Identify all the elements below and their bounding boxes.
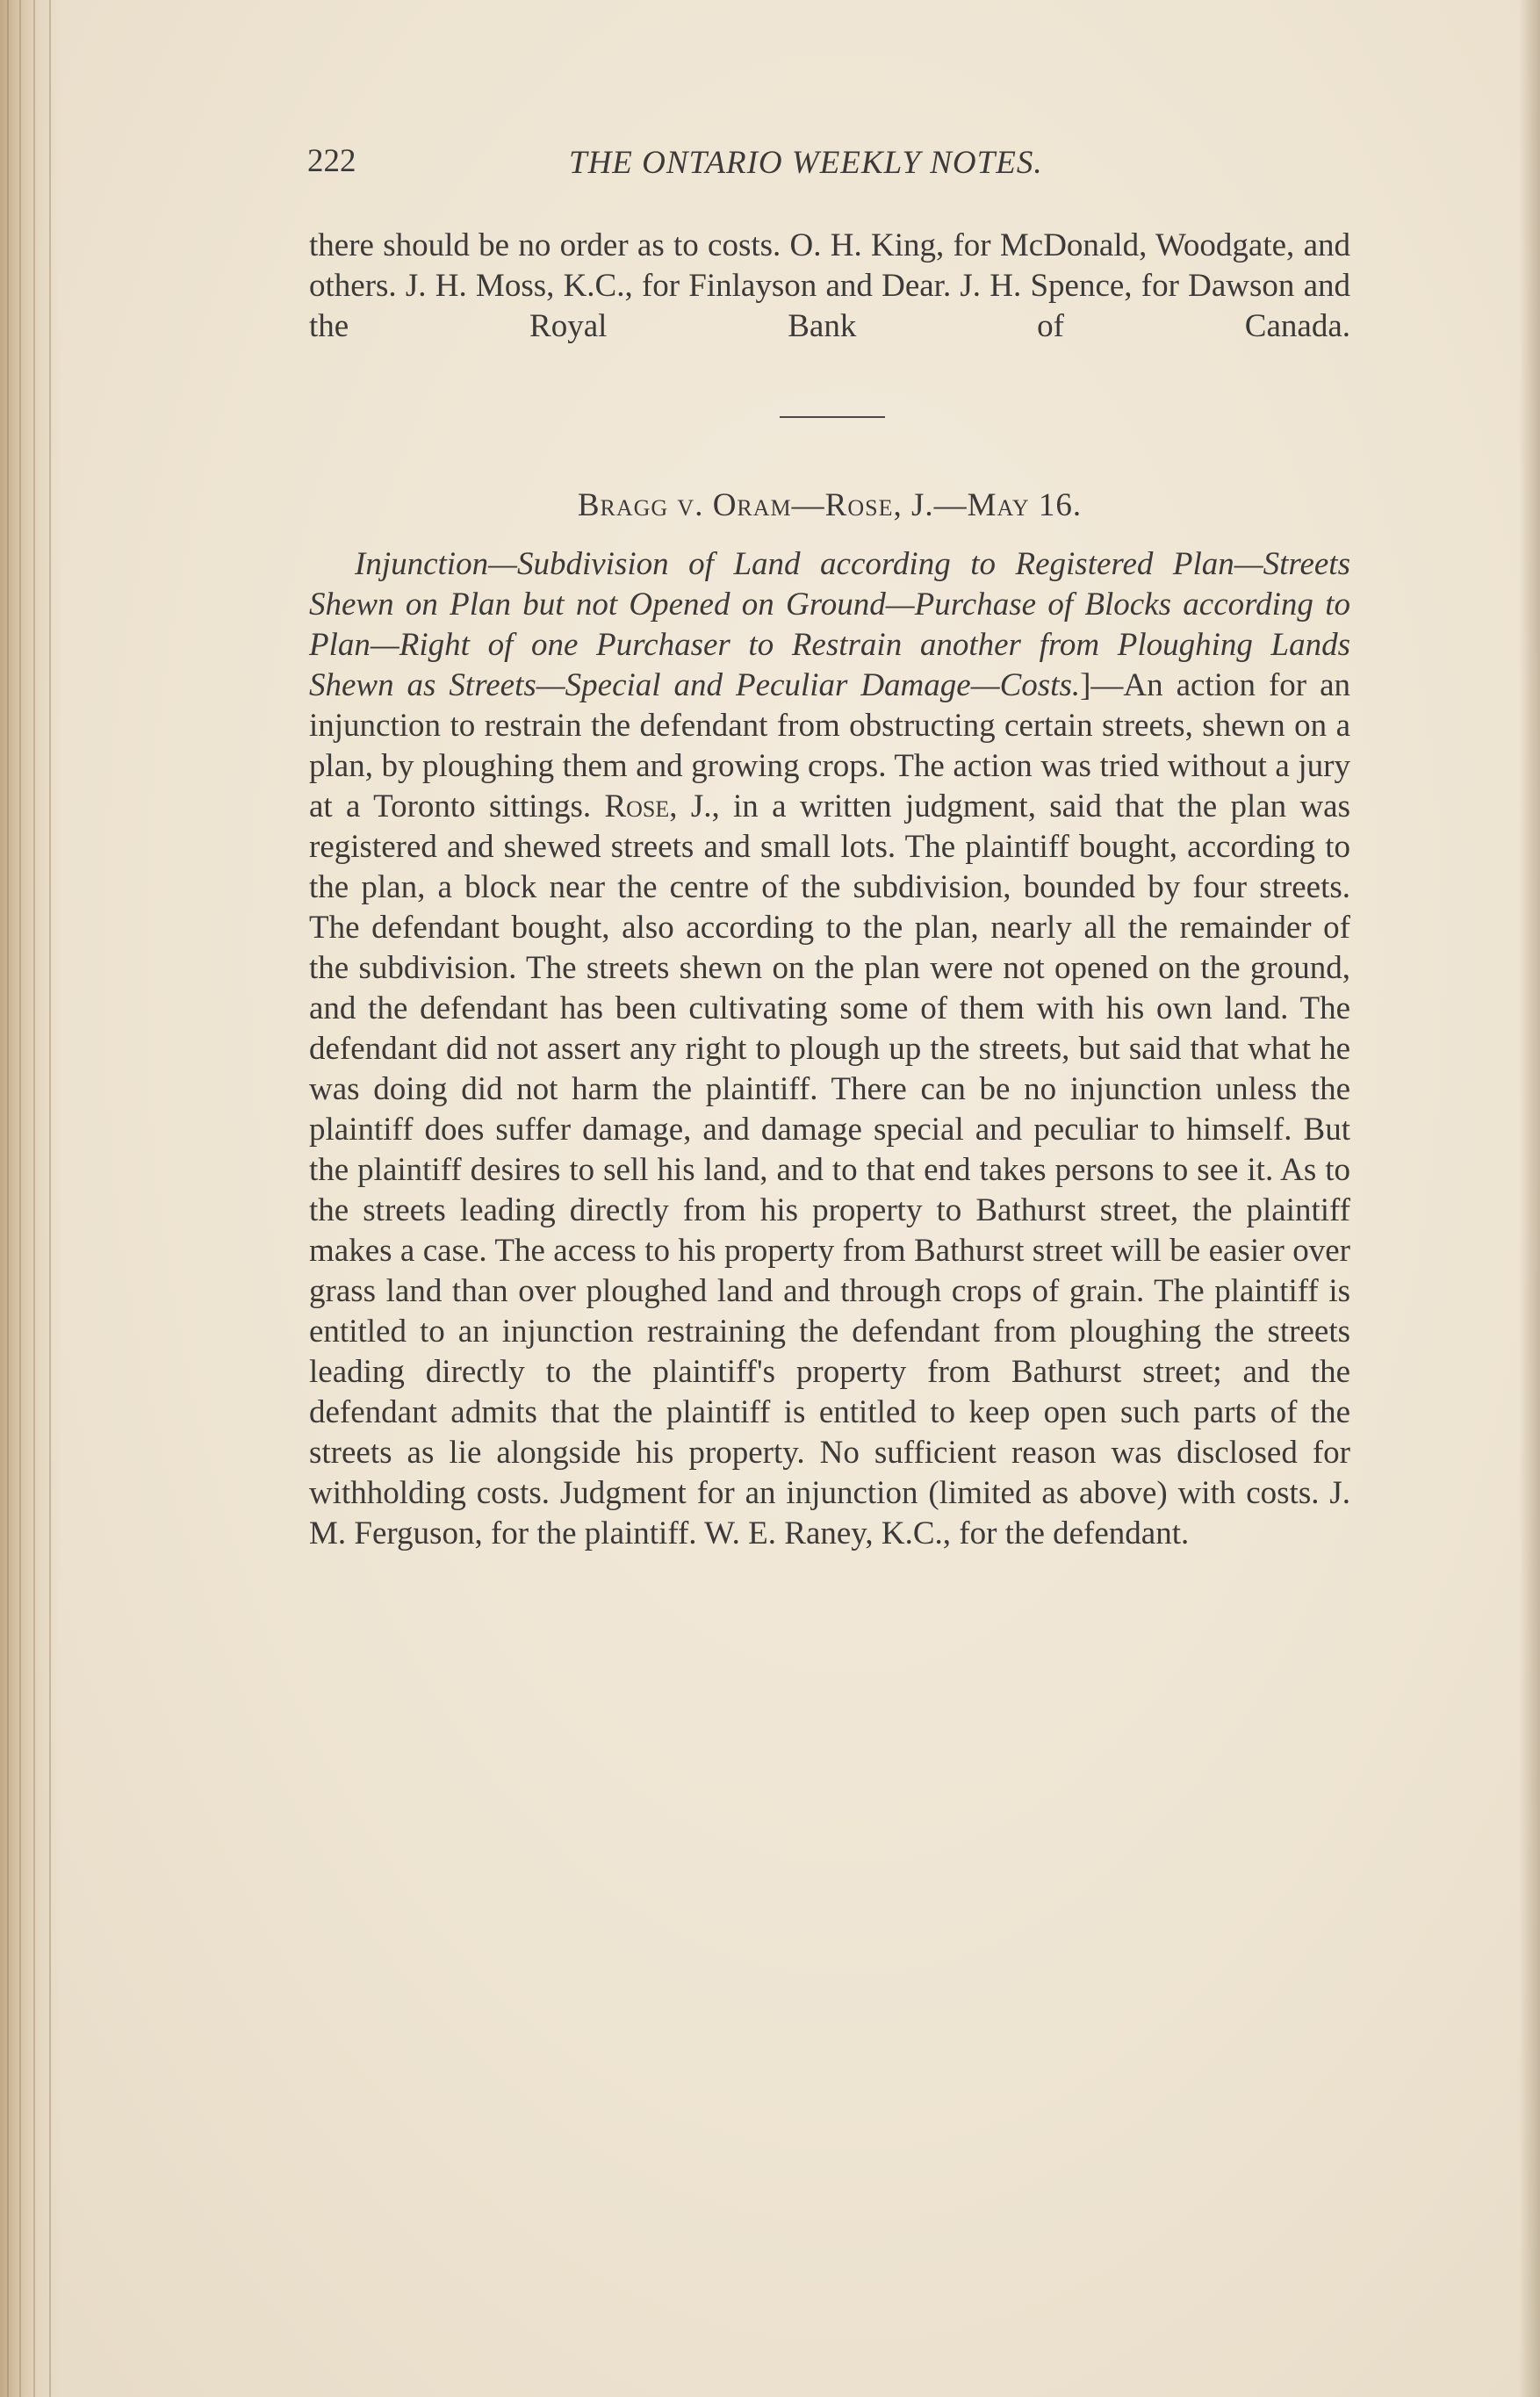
binding-line	[49, 0, 51, 2397]
running-title: THE ONTARIO WEEKLY NOTES.	[569, 145, 1043, 181]
case-body-rest: , J., in a written judgment, said that the plan was registered and shewed streets and small lots. The plaintiff bought, according to the plan, a block near the centre of the subdivision, bounded by four streets. The defendant bought, also according to the plan, nearly all the remainder of the subdivision. The streets shewn on the plan were not opened on the ground, and the defendant has been cultivating some of them with his own land. The defendant did not assert any right to plough up the streets, but said that what he was doing did not harm the plaintiff. There can be no injunction unless the plaintiff does suffer damage, and damage special and peculiar to himself. But the plaintiff desires to sell his land, and to that end takes persons to see it. As to the streets leading directly from his property to Bathurst street, the plaintiff makes a case. The access to his property from Bathurst street will be easier over grass land than over ploughed land and through crops of grain. The plaintiff is entitled to an injunction restraining the defendant from ploughing the streets leading directly to the plaintiff's property from Bathurst street; and the defendant admits that the plaintiff is entitled to keep open such parts of the streets as lie alongside his property. No sufficient reason was disclosed for withholding costs. Judgment for an injunction (limited as above) with costs. J. M. Ferguson, for the plaintiff. W. E. Raney, K.C., for the defendant.	[309, 788, 1350, 1551]
page-binding-edge	[0, 0, 61, 2397]
binding-line	[33, 0, 35, 2397]
case-summary-paragraph	[309, 544, 1350, 1554]
judge-name: Rose	[604, 788, 670, 824]
case-heading: Bragg v. Oram—Rose, J.—May 16.	[577, 487, 1083, 523]
binding-line	[7, 0, 9, 2397]
continued-paragraph: there should be no order as to costs. O. H. King, for McDonald, Woodgate, and others. J. H. Moss, K.C., for Finlayson and Dear. J. H. Spence, for Dawson and the Royal Bank of Canada.	[309, 227, 1350, 344]
section-divider	[780, 416, 885, 418]
case-headnote: Injunction—Subdivision of Land according to Registered Plan—Streets Shewn on Plan but not Opened on Ground—Purchase of Blocks according to Plan—Right of one Purchaser to Restrain another from Ploughing Lands Shewn as Streets—Special and Peculiar Damage—Costs.	[309, 546, 1350, 703]
case-body-start: ]—An action for an injunction to restrain the defendant from obstructing certain streets, shewn on a plan, by ploughing them and growing crops. The action was tried without a jury at a Toronto sittings.	[309, 667, 1350, 824]
binding-line	[19, 0, 21, 2397]
page-edge-shadow	[1519, 0, 1540, 2397]
page-header	[307, 142, 1352, 186]
page-number: 222	[307, 143, 356, 179]
